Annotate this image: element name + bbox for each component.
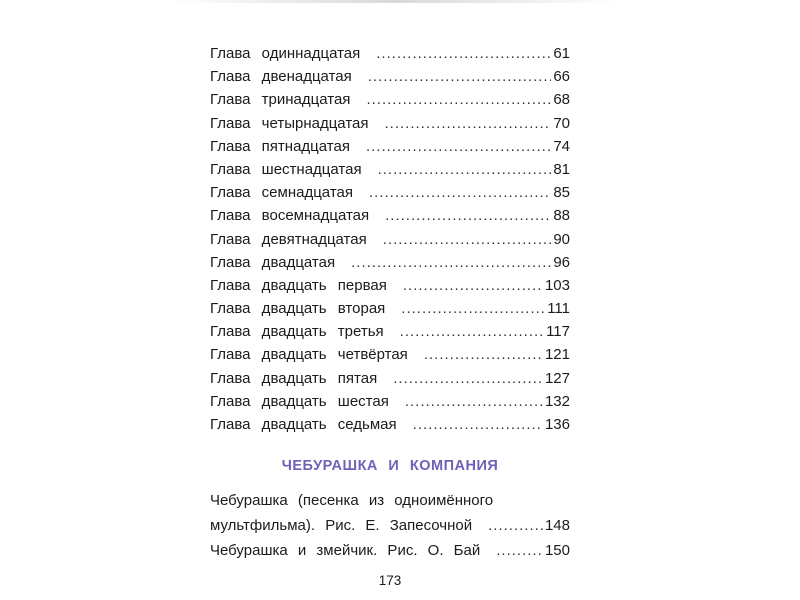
toc-entry-page: 103 [544, 276, 570, 294]
section-entry-title: Чебурашка и змейчик. Рис. О. Бай [210, 542, 481, 559]
dot-leader [403, 274, 543, 297]
dot-leader [378, 158, 552, 181]
toc-entry-title: Глава одиннадцатая [210, 45, 361, 62]
toc-entry-title: Глава двадцать вторая [210, 300, 386, 318]
toc-entry-title: Глава двадцать пятая [210, 369, 378, 387]
section-entry-page: 150 [544, 542, 570, 559]
page-edge-shadow [170, 0, 620, 3]
toc-entry-title: Глава четырнадцатая [210, 114, 369, 132]
toc-entry-title: Глава двадцать четвёртая [210, 346, 408, 364]
dot-leader [385, 112, 552, 135]
toc-entry [210, 228, 570, 251]
toc-entry [210, 367, 570, 390]
toc-entry [210, 390, 570, 413]
section-heading: ЧЕБУРАШКА И КОМПАНИЯ [281, 458, 499, 474]
dot-leader [376, 42, 551, 65]
toc-entry-page: 96 [553, 253, 570, 271]
toc-entry-title: Глава девятнадцатая [210, 230, 367, 248]
toc-entry [210, 112, 570, 135]
toc-entry [210, 251, 570, 274]
toc-entry-title: Глава двенадцатая [210, 68, 352, 86]
toc-entry-title: Глава семнадцатая [210, 184, 353, 202]
table-of-contents [210, 42, 570, 436]
toc-entry-page: 85 [553, 184, 570, 202]
toc-entry-page: 88 [553, 207, 570, 225]
section-entry-title: мультфильма). Рис. Е. Запесочной [210, 517, 473, 534]
toc-entry [210, 42, 570, 65]
toc-entry-title: Глава двадцать первая [210, 276, 387, 294]
toc-entry-page: 70 [553, 114, 570, 132]
dot-leader [488, 513, 543, 538]
section-entry-first-line: Чебурашка (песенка из одноимённого [210, 492, 494, 509]
toc-entry-page: 66 [553, 68, 570, 86]
dot-leader [400, 320, 544, 343]
dot-leader [401, 297, 545, 320]
dot-leader [368, 65, 552, 88]
toc-entry-page: 90 [553, 230, 570, 248]
toc-entry [210, 204, 570, 227]
toc-entry [210, 88, 570, 111]
dot-leader [383, 228, 552, 251]
toc-entry [210, 274, 570, 297]
toc-entry-page: 61 [553, 45, 570, 62]
dot-leader [351, 251, 551, 274]
toc-entry-title: Глава двадцатая [210, 253, 336, 271]
page-number: 173 [378, 573, 402, 588]
toc-entry [210, 65, 570, 88]
toc-entry [210, 181, 570, 204]
dot-leader [369, 181, 551, 204]
dot-leader [393, 367, 543, 390]
toc-entry-title: Глава пятнадцатая [210, 137, 350, 155]
toc-entry [210, 343, 570, 366]
toc-entry [210, 297, 570, 320]
toc-entry-title: Глава шестнадцатая [210, 160, 362, 178]
dot-leader [366, 135, 551, 158]
toc-entry [210, 320, 570, 343]
toc-entry [210, 135, 570, 158]
toc-entry-title: Глава двадцать седьмая [210, 416, 397, 433]
toc-entry-page: 74 [553, 137, 570, 155]
dot-leader [405, 390, 543, 413]
toc-entry-title: Глава тринадцатая [210, 91, 351, 109]
toc-entry [210, 413, 570, 436]
dot-leader [496, 538, 543, 563]
toc-entry-title: Глава восемнадцатая [210, 207, 370, 225]
section-entry [210, 538, 570, 563]
dot-leader [385, 204, 551, 227]
toc-entry-page: 132 [544, 392, 570, 410]
toc-entry-page: 136 [544, 416, 570, 433]
dot-leader [366, 88, 551, 111]
section-entry-page: 148 [544, 517, 570, 534]
toc-entry-page: 127 [544, 369, 570, 387]
toc-entry-page: 117 [546, 323, 570, 341]
toc-entry-page: 68 [553, 91, 570, 109]
section-entry [210, 513, 570, 538]
dot-leader [413, 413, 543, 436]
toc-entry-page: 111 [547, 300, 570, 318]
toc-entry-title: Глава двадцать шестая [210, 392, 389, 410]
toc-entry [210, 158, 570, 181]
dot-leader [424, 343, 543, 366]
toc-entry-page: 81 [553, 160, 570, 178]
section-entries [210, 488, 570, 563]
toc-entry-page: 121 [544, 346, 570, 364]
toc-entry-title: Глава двадцать третья [210, 323, 384, 341]
